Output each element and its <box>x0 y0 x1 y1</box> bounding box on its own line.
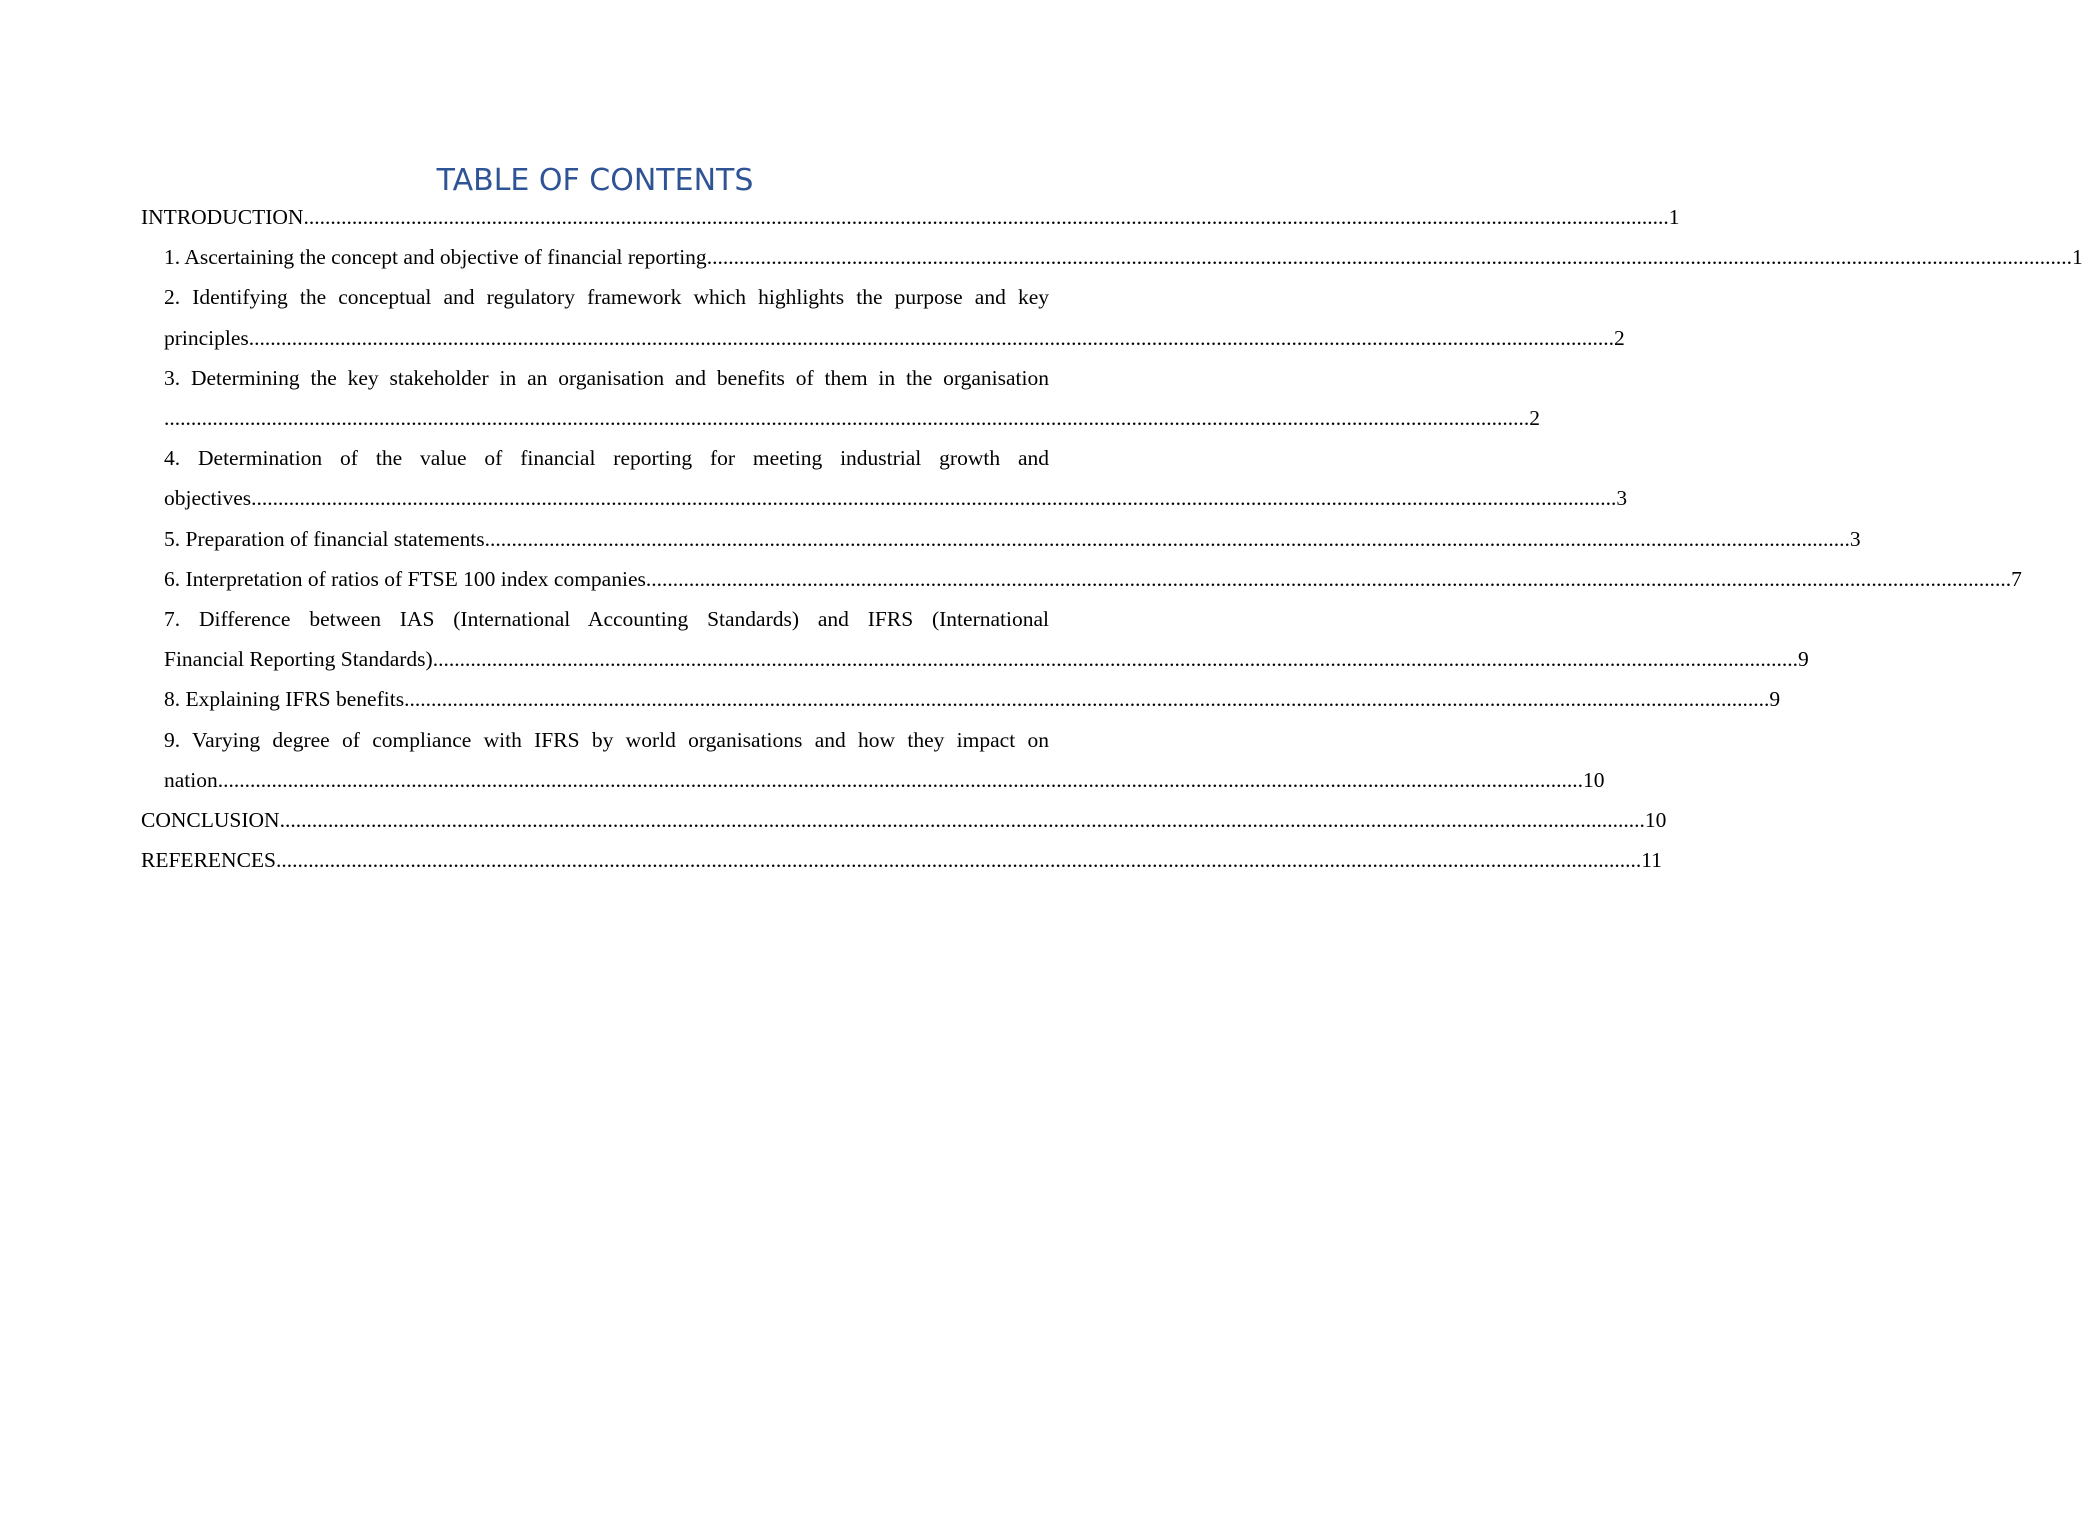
toc-entry-conclusion[interactable] <box>141 800 1667 840</box>
toc-entry-label-line1: 3. Determining the key stakeholder in an organisation and benefits of them in the organisation <box>164 365 1049 390</box>
toc-entry-item-1[interactable] <box>141 237 2083 277</box>
toc-page-number: 3 <box>1616 486 1628 511</box>
dot-leader <box>218 760 1583 800</box>
toc-entry-label-line1: 9. Varying degree of compliance with IFRS by world organisations and how they impact on <box>164 727 1049 752</box>
toc-entry-label: 1. Ascertaining the concept and objective of financial reporting <box>164 245 707 270</box>
toc-entry-label-line1: 4. Determination of the value of financial reporting for meeting industrial growth and <box>164 446 1049 471</box>
toc-page-number: 1 <box>1668 205 1680 229</box>
toc-entry-item-4[interactable] <box>141 438 1628 518</box>
toc-page-number: 7 <box>2011 566 2022 591</box>
toc-entry-item-5[interactable] <box>141 519 1861 559</box>
toc-page-number: 9 <box>1797 647 1809 672</box>
toc-entry-item-6[interactable] <box>141 559 2022 599</box>
toc-page-number: 2 <box>1614 325 1625 350</box>
toc-page-number: 11 <box>1641 848 1662 873</box>
dot-leader <box>276 840 1641 880</box>
toc-entry-label-line2: objectives <box>164 486 252 511</box>
toc-entry-label: 6. Interpretation of ratios of FTSE 100 index companies <box>164 566 646 591</box>
toc-page-number: 9 <box>1769 687 1781 712</box>
toc-entry-label-line1: 7. Difference between IAS (International Accounting Standards) and IFRS (International <box>164 606 1049 631</box>
dot-leader <box>485 519 1850 559</box>
toc-entry-references[interactable] <box>141 840 1662 880</box>
toc-page-number: 3 <box>1849 526 1861 551</box>
toc-entry-item-2[interactable] <box>141 277 1625 357</box>
dot-leader <box>164 398 1529 438</box>
toc-entry-introduction[interactable] <box>141 197 1680 237</box>
toc-entry-item-3[interactable] <box>141 358 1540 438</box>
toc-entry-label-line1: 2. Identifying the conceptual and regulatory framework which highlights the purpose and key <box>164 285 1049 310</box>
toc-entry-label: INTRODUCTION <box>141 205 304 229</box>
toc-page-number: 1 <box>2071 245 2083 270</box>
toc-entry-label-line2: Financial Reporting Standards) <box>164 647 433 672</box>
toc-page-number: 2 <box>1529 405 1540 430</box>
toc-entry-item-7[interactable] <box>141 599 1809 679</box>
table-of-contents <box>141 197 2083 880</box>
dot-leader <box>303 197 1668 237</box>
dot-leader <box>280 800 1645 840</box>
toc-entry-label: REFERENCES <box>141 848 276 873</box>
toc-entry-label: 8. Explaining IFRS benefits <box>164 687 405 712</box>
dot-leader <box>404 679 1769 719</box>
toc-entry-label: 5. Preparation of financial statements <box>164 526 485 551</box>
toc-page-number: 10 <box>1583 767 1605 792</box>
dot-leader <box>251 478 1616 518</box>
toc-entry-item-9[interactable] <box>141 720 1605 800</box>
toc-entry-label-line2: principles <box>164 325 249 350</box>
dot-leader <box>249 318 1614 358</box>
dot-leader <box>707 237 2072 277</box>
toc-entry-label-line2: nation <box>164 767 218 792</box>
toc-heading: TABLE OF CONTENTS <box>436 163 754 198</box>
toc-entry-label: CONCLUSION <box>141 807 280 832</box>
toc-page-number: 10 <box>1644 807 1667 832</box>
dot-leader <box>433 639 1798 679</box>
toc-entry-item-8[interactable] <box>141 679 1781 719</box>
dot-leader <box>646 559 2011 599</box>
